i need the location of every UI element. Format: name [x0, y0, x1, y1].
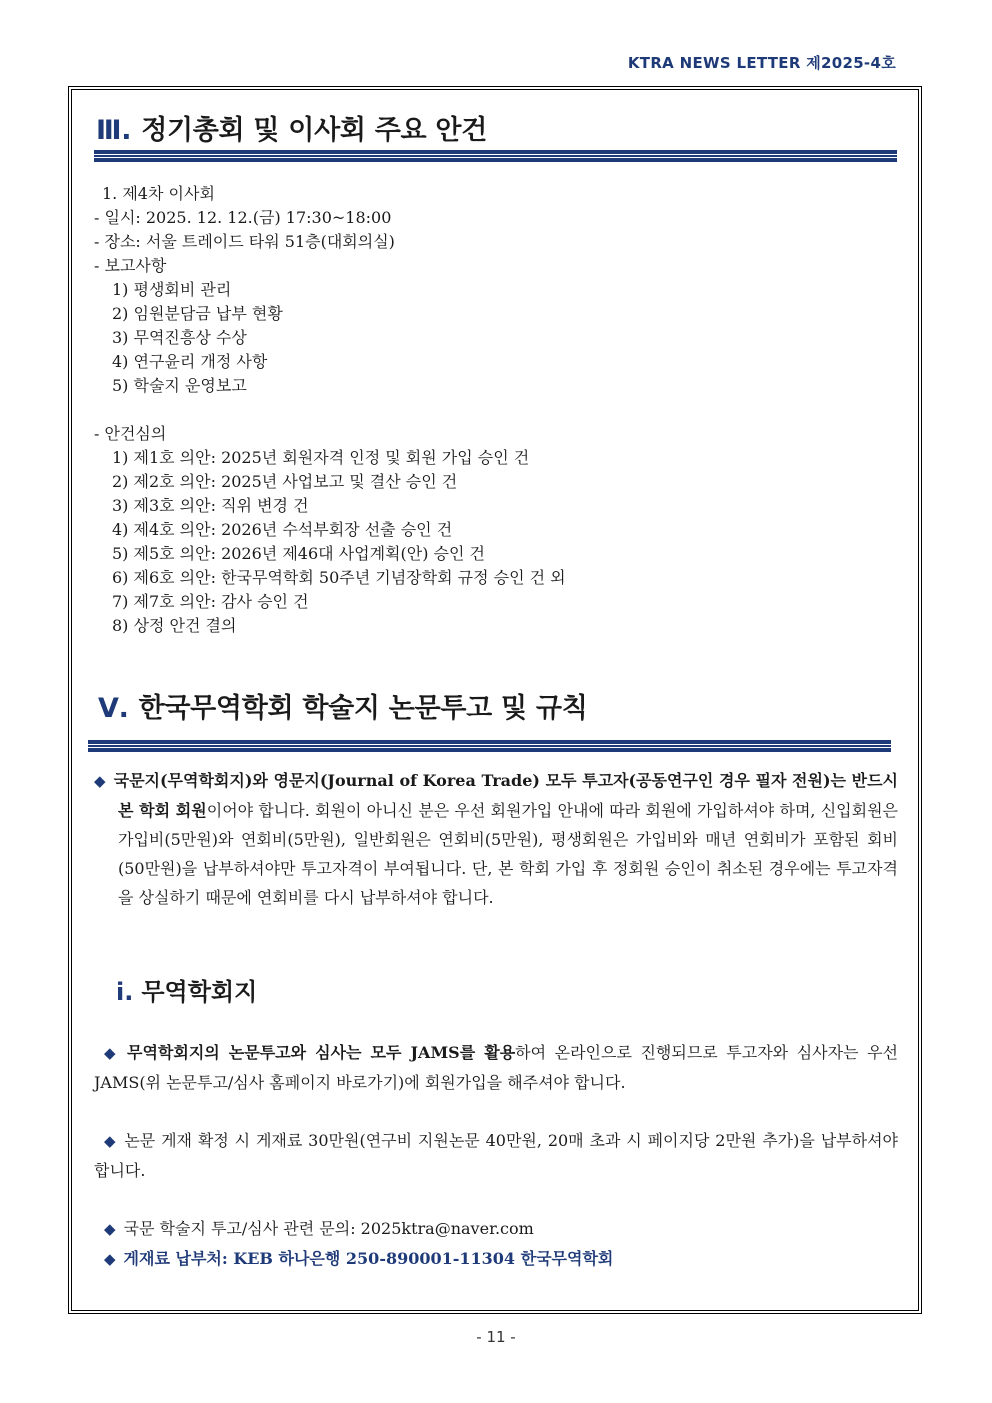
- agenda-item: 3) 제3호 의안: 직위 변경 건: [112, 496, 309, 515]
- subsection-number: ⅰ.: [116, 978, 134, 1006]
- section-5-number: Ⅴ.: [98, 693, 129, 724]
- report-item: 5) 학술지 운영보고: [112, 376, 247, 395]
- membership-notice: [94, 766, 898, 912]
- jams-notice-bold: 무역학회지의 논문투고와 심사는 모두 JAMS를 활용: [127, 1043, 516, 1062]
- section-5-rule: [88, 740, 891, 752]
- diamond-bullet-icon: ◆: [94, 772, 106, 790]
- diamond-bullet-icon: ◆: [104, 1250, 116, 1268]
- section-3-number: Ⅲ.: [96, 115, 132, 146]
- section-5-title: [98, 686, 587, 725]
- report-label: - 보고사항: [94, 256, 167, 275]
- fee-notice-text: 논문 게재 확정 시 게재료 30만원(연구비 지원논문 40만원, 20매 초과 시 페이지당 2만원 추가)을 납부하셔야 합니다.: [94, 1131, 898, 1180]
- agenda-item: 4) 제4호 의안: 2026년 수석부회장 선출 승인 건: [112, 520, 453, 539]
- jams-notice-text: 하여 온라인으로 진행되므로 투고자와 심사자는 우선 JAMS(위 논문투고/심사 홈페이지 바로가기)에 회원가입을 해주셔야 합니다.: [94, 1043, 898, 1092]
- report-item: 4) 연구윤리 개정 사항: [112, 352, 268, 371]
- section-3-title: [96, 108, 487, 147]
- report-item: 1) 평생회비 관리: [112, 280, 232, 299]
- subsection-title: [116, 972, 257, 1007]
- agenda-item: 1) 제1호 의안: 2025년 회원자격 인정 및 회원 가입 승인 건: [112, 448, 530, 467]
- contact-text: 국문 학술지 투고/심사 관련 문의: 2025ktra@naver.com: [123, 1219, 534, 1238]
- board-meeting-list: [94, 182, 566, 638]
- jams-notice: [94, 1038, 898, 1097]
- fee-notice: [94, 1126, 898, 1185]
- report-item: 2) 임원분담금 납부 현황: [112, 304, 283, 323]
- agenda-item: 8) 상정 안건 결의: [112, 616, 237, 635]
- contact-line: [94, 1214, 898, 1244]
- agenda-item: 5) 제5호 의안: 2026년 제46대 사업계획(안) 승인 건: [112, 544, 485, 563]
- payment-line: [94, 1244, 898, 1274]
- meeting-place: - 장소: 서울 트레이드 타워 51층(대회의실): [94, 232, 395, 251]
- section-3-title-text: 정기총회 및 이사회 주요 안건: [141, 115, 487, 146]
- diamond-bullet-icon: ◆: [104, 1220, 116, 1238]
- newsletter-header: KTRA NEWS LETTER 제2025-4호: [627, 54, 896, 72]
- meeting-heading: 1. 제4차 이사회: [102, 184, 215, 203]
- page-number: - 11 -: [476, 1328, 516, 1346]
- subsection-title-text: 무역학회지: [141, 978, 258, 1006]
- agenda-item: 7) 제7호 의안: 감사 승인 건: [112, 592, 309, 611]
- agenda-item: 2) 제2호 의안: 2025년 사업보고 및 결산 승인 건: [112, 472, 458, 491]
- agenda-label: - 안건심의: [94, 424, 167, 443]
- report-item: 3) 무역진흥상 수상: [112, 328, 247, 347]
- section-3-rule: [94, 150, 897, 162]
- meeting-date: - 일시: 2025. 12. 12.(금) 17:30~18:00: [94, 208, 392, 227]
- section-5-title-text: 한국무역학회 학술지 논문투고 및 규칙: [138, 693, 588, 724]
- agenda-item: 6) 제6호 의안: 한국무역학회 50주년 기념장학회 규정 승인 건 외: [112, 568, 566, 587]
- membership-notice-text: 이어야 합니다. 회원이 아니신 분은 우선 회원가입 안내에 따라 회원에 가입하셔야 하며, 신입회원은 가입비(5만원)와 연회비(5만원), 일반회원은 연회비(5만원), 평생회원은 가입비와 매년 연회비가 포함된 회비(50만원)을 납부하셔야만 투고자격이 부여됩니다. 단, 본 학회 가입 후 정회원 승인이 취소된 경우에는 투고자격을 상실하기 때문에 연회비를 다시 납부하셔야 합니다.: [118, 801, 898, 907]
- diamond-bullet-icon: ◆: [104, 1044, 120, 1062]
- payment-text: 게재료 납부처: KEB 하나은행 250-890001-11304 한국무역학회: [123, 1249, 614, 1268]
- diamond-bullet-icon: ◆: [104, 1132, 117, 1150]
- membership-notice-bold: 국문지(무역학회지)와 영문지(Journal of Korea Trade) 모두 투고자(공동연구인 경우 필자 전원)는 반드시 본 학회 회원: [113, 771, 898, 820]
